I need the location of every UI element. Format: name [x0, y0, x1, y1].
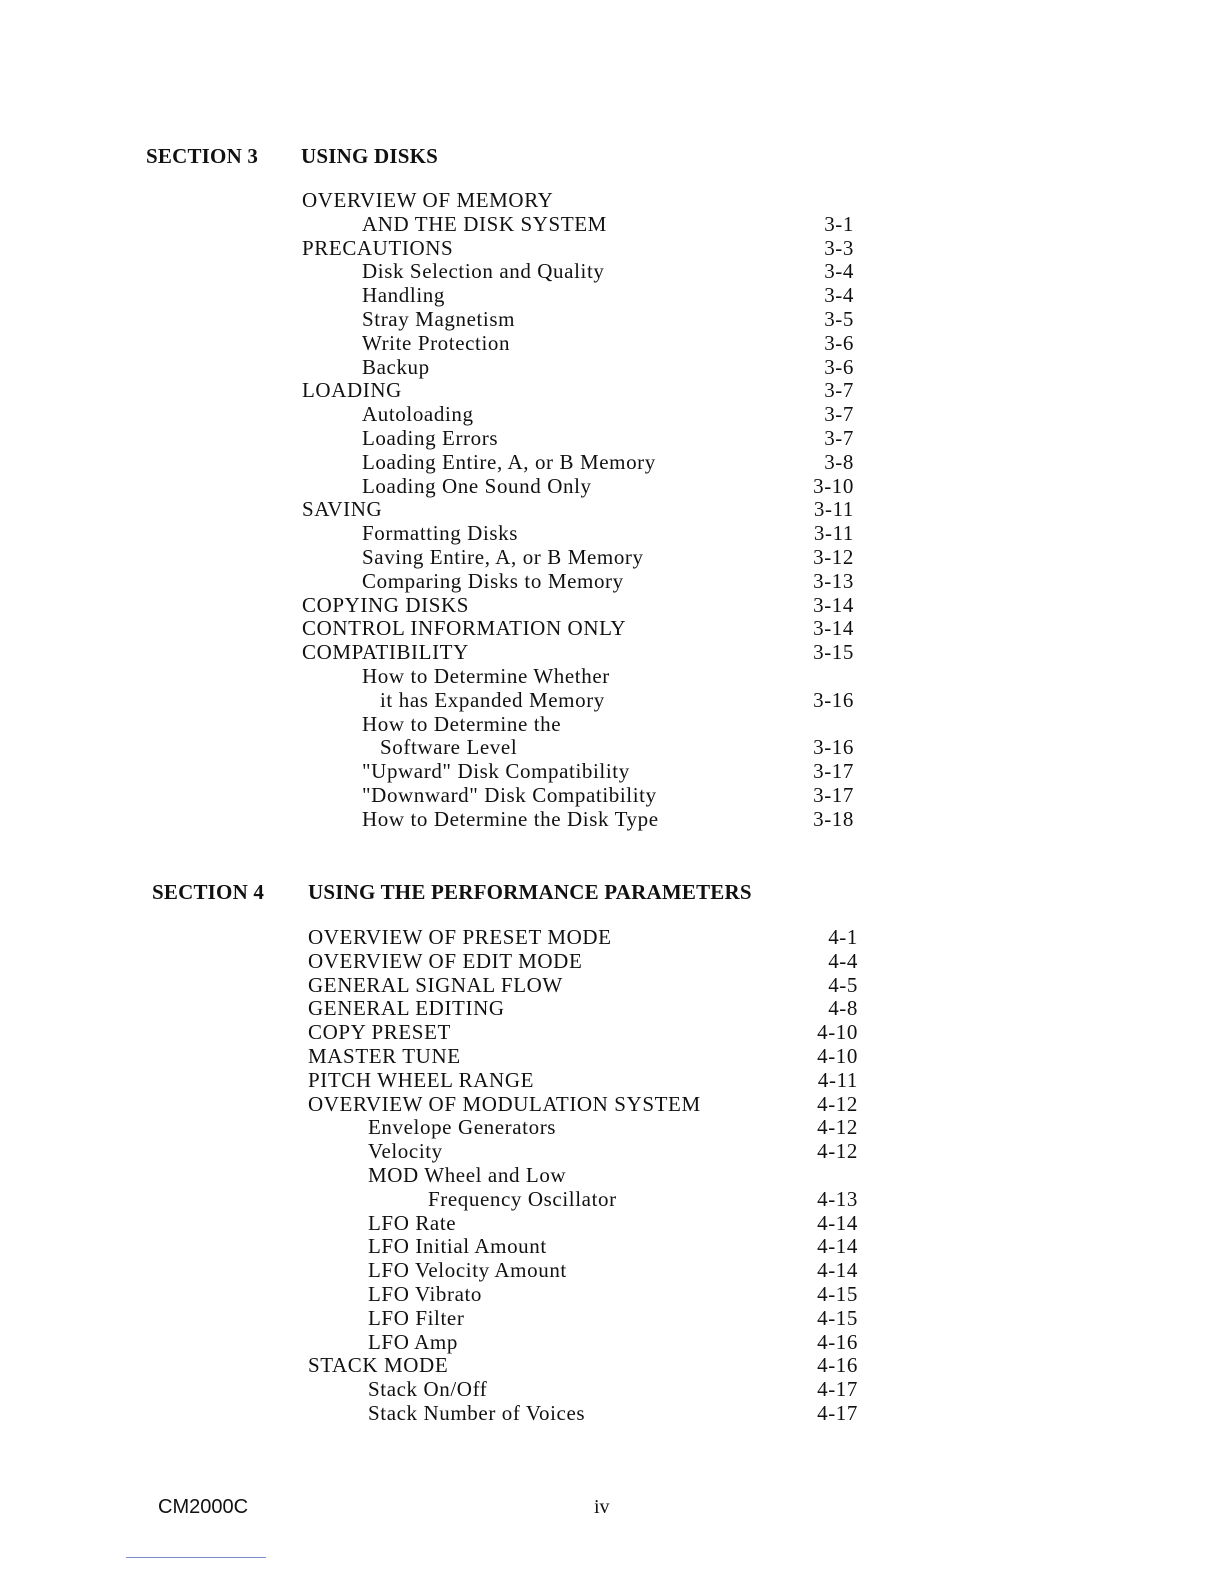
toc-entry-page: 4-15: [817, 1281, 858, 1306]
toc-entry-title: COPY PRESET: [308, 1020, 451, 1045]
toc-entry-page: 3-7: [824, 402, 854, 427]
toc-entry-title: LFO Amp: [368, 1329, 458, 1354]
toc-entry-title: LFO Initial Amount: [368, 1234, 547, 1259]
toc-entry-title: Handling: [362, 283, 445, 308]
toc-entry-title: COPYING DISKS: [302, 592, 470, 617]
toc-entry: [308, 926, 858, 950]
section-3-toc: [302, 189, 854, 832]
toc-entry: [302, 356, 854, 380]
toc-entry-page: 4-17: [817, 1400, 858, 1425]
toc-entry-title: PRECAUTIONS: [302, 235, 454, 260]
toc-entry: [308, 950, 858, 974]
toc-entry-title: Stack Number of Voices: [368, 1400, 586, 1425]
toc-entry-title: GENERAL SIGNAL FLOW: [308, 972, 563, 997]
toc-entry: [302, 641, 854, 665]
toc-entry-title: STACK MODE: [308, 1353, 449, 1378]
footer-rule: [126, 1557, 266, 1558]
toc-entry: [308, 1188, 858, 1212]
toc-entry-title: How to Determine the: [362, 711, 562, 736]
toc-entry-page: 3-12: [813, 544, 854, 569]
toc-entry: [302, 403, 854, 427]
toc-entry-title: OVERVIEW OF EDIT MODE: [308, 948, 583, 973]
toc-entry-page: 3-15: [813, 640, 854, 665]
section-4-label: SECTION 4: [152, 880, 265, 904]
toc-entry-page: 3-5: [824, 306, 854, 331]
toc-entry: [302, 308, 854, 332]
toc-entry: [302, 736, 854, 760]
toc-entry-title: How to Determine Whether: [362, 663, 610, 688]
toc-entry-page: 3-17: [813, 759, 854, 784]
toc-entry-title: Formatting Disks: [362, 521, 519, 546]
toc-entry: [308, 1212, 858, 1236]
toc-entry: [308, 1283, 858, 1307]
toc-entry: [308, 1140, 858, 1164]
toc-entry-page: 3-14: [813, 616, 854, 641]
toc-entry-page: 4-1: [828, 925, 858, 949]
toc-entry-title: OVERVIEW OF MEMORY: [302, 188, 554, 212]
section-3-title: USING DISKS: [301, 144, 438, 168]
toc-entry-title: Loading Entire, A, or B Memory: [362, 449, 656, 474]
toc-entry-page: 4-10: [817, 1020, 858, 1045]
toc-entry-title: Comparing Disks to Memory: [362, 568, 624, 593]
toc-entry-title: "Downward" Disk Compatibility: [362, 782, 657, 807]
toc-entry: [302, 546, 854, 570]
toc-entry-page: 4-14: [817, 1210, 858, 1235]
toc-entry-page: 4-15: [817, 1305, 858, 1330]
toc-entry-page: 3-18: [813, 806, 854, 831]
toc-entry-page: 3-16: [813, 687, 854, 712]
toc-entry-title: Velocity: [368, 1139, 443, 1164]
toc-entry: [302, 594, 854, 618]
toc-entry: [308, 1093, 858, 1117]
toc-entry: [302, 284, 854, 308]
toc-entry: [308, 1402, 858, 1426]
toc-entry: [302, 427, 854, 451]
toc-entry: [308, 997, 858, 1021]
toc-entry: [302, 784, 854, 808]
toc-entry: [302, 498, 854, 522]
toc-entry: [302, 713, 854, 737]
toc-entry-page: 3-6: [824, 330, 854, 355]
toc-entry-page: 4-16: [817, 1353, 858, 1378]
toc-entry-title: CONTROL INFORMATION ONLY: [302, 616, 627, 641]
section-4-title: USING THE PERFORMANCE PARAMETERS: [308, 880, 752, 904]
toc-entry-title: OVERVIEW OF MODULATION SYSTEM: [308, 1091, 701, 1116]
toc-entry: [302, 689, 854, 713]
toc-entry: [302, 570, 854, 594]
toc-entry-page: 3-4: [824, 283, 854, 308]
toc-entry: [302, 617, 854, 641]
toc-entry-title: Envelope Generators: [368, 1115, 557, 1140]
toc-entry-page: 4-11: [817, 1067, 858, 1092]
toc-entry-title: GENERAL EDITING: [308, 996, 505, 1021]
toc-entry: [308, 1331, 858, 1355]
toc-entry: [308, 1378, 858, 1402]
toc-entry-page: 3-11: [813, 497, 854, 522]
toc-entry: [302, 522, 854, 546]
toc-entry-page: 3-7: [824, 378, 854, 403]
toc-entry-title: Saving Entire, A, or B Memory: [362, 544, 644, 569]
toc-entry-title: "Upward" Disk Compatibility: [362, 759, 630, 784]
toc-entry-title: MOD Wheel and Low: [368, 1162, 567, 1187]
toc-entry-title: MASTER TUNE: [308, 1043, 461, 1068]
toc-entry-page: 3-16: [813, 735, 854, 760]
toc-entry-page: 4-10: [817, 1043, 858, 1068]
toc-entry-page: 3-14: [813, 592, 854, 617]
toc-entry-title: Write Protection: [362, 330, 511, 355]
toc-entry: [302, 379, 854, 403]
toc-entry-title: Software Level: [380, 735, 518, 760]
toc-entry: [308, 1307, 858, 1331]
toc-entry-page: 4-16: [817, 1329, 858, 1354]
toc-entry-title: LOADING: [302, 378, 402, 403]
toc-entry-title: LFO Rate: [368, 1210, 457, 1235]
toc-entry-page: 4-13: [817, 1186, 858, 1211]
toc-entry-title: How to Determine the Disk Type: [362, 806, 659, 831]
toc-entry-page: 3-10: [813, 473, 854, 498]
toc-entry-title: Stray Magnetism: [362, 306, 516, 331]
toc-entry: [308, 1354, 858, 1378]
toc-entry-page: 4-17: [817, 1377, 858, 1402]
toc-entry: [302, 213, 854, 237]
toc-entry-page: 4-8: [828, 996, 858, 1021]
toc-entry-page: 4-14: [817, 1258, 858, 1283]
toc-entry-page: 3-13: [813, 568, 854, 593]
toc-entry-page: 3-17: [813, 782, 854, 807]
toc-entry: [308, 1164, 858, 1188]
toc-entry-page: 3-11: [813, 521, 854, 546]
toc-entry-page: 3-8: [824, 449, 854, 474]
footer-doc-id: CM2000C: [158, 1496, 249, 1518]
toc-entry: [308, 974, 858, 998]
toc-entry-title: Stack On/Off: [368, 1377, 488, 1402]
toc-entry-page: 4-12: [817, 1115, 858, 1140]
toc-entry-page: 4-12: [817, 1139, 858, 1164]
toc-entry-title: Loading One Sound Only: [362, 473, 592, 498]
toc-entry-title: OVERVIEW OF PRESET MODE: [308, 925, 612, 949]
toc-entry: [302, 665, 854, 689]
toc-entry-title: it has Expanded Memory: [380, 687, 605, 712]
toc-entry: [302, 260, 854, 284]
toc-entry-page: 4-4: [828, 948, 858, 973]
section-3-label: SECTION 3: [146, 144, 259, 168]
toc-entry-page: 3-1: [824, 211, 854, 236]
toc-entry: [308, 1045, 858, 1069]
toc-entry-title: Autoloading: [362, 402, 474, 427]
toc-entry: [308, 1021, 858, 1045]
toc-entry: [308, 1069, 858, 1093]
toc-entry-title: COMPATIBILITY: [302, 640, 469, 665]
toc-entry-page: 4-5: [828, 972, 858, 997]
section-4-toc: [308, 926, 858, 1426]
toc-entry-title: SAVING: [302, 497, 383, 522]
toc-entry-title: Backup: [362, 354, 430, 379]
toc-entry: [302, 760, 854, 784]
toc-entry-title: LFO Vibrato: [368, 1281, 483, 1306]
toc-entry-title: PITCH WHEEL RANGE: [308, 1067, 535, 1092]
toc-entry-title: Loading Errors: [362, 425, 499, 450]
toc-entry-page: 3-4: [824, 259, 854, 284]
toc-entry-page: 4-14: [817, 1234, 858, 1259]
toc-entry: [302, 808, 854, 832]
toc-entry: [302, 475, 854, 499]
toc-entry-title: Disk Selection and Quality: [362, 259, 605, 284]
toc-entry-page: 3-3: [824, 235, 854, 260]
toc-entry-page: 3-6: [824, 354, 854, 379]
toc-entry-title: AND THE DISK SYSTEM: [362, 211, 607, 236]
toc-entry: [302, 237, 854, 261]
toc-entry-title: LFO Filter: [368, 1305, 465, 1330]
footer-page-number: iv: [594, 1496, 610, 1518]
toc-entry-title: Frequency Oscillator: [428, 1186, 617, 1211]
toc-entry: [308, 1259, 858, 1283]
toc-entry: [308, 1116, 858, 1140]
toc-entry-page: 4-12: [817, 1091, 858, 1116]
toc-entry: [308, 1235, 858, 1259]
toc-entry: [302, 189, 854, 213]
toc-entry: [302, 451, 854, 475]
toc-entry: [302, 332, 854, 356]
toc-entry-page: 3-7: [824, 425, 854, 450]
toc-entry-title: LFO Velocity Amount: [368, 1258, 567, 1283]
